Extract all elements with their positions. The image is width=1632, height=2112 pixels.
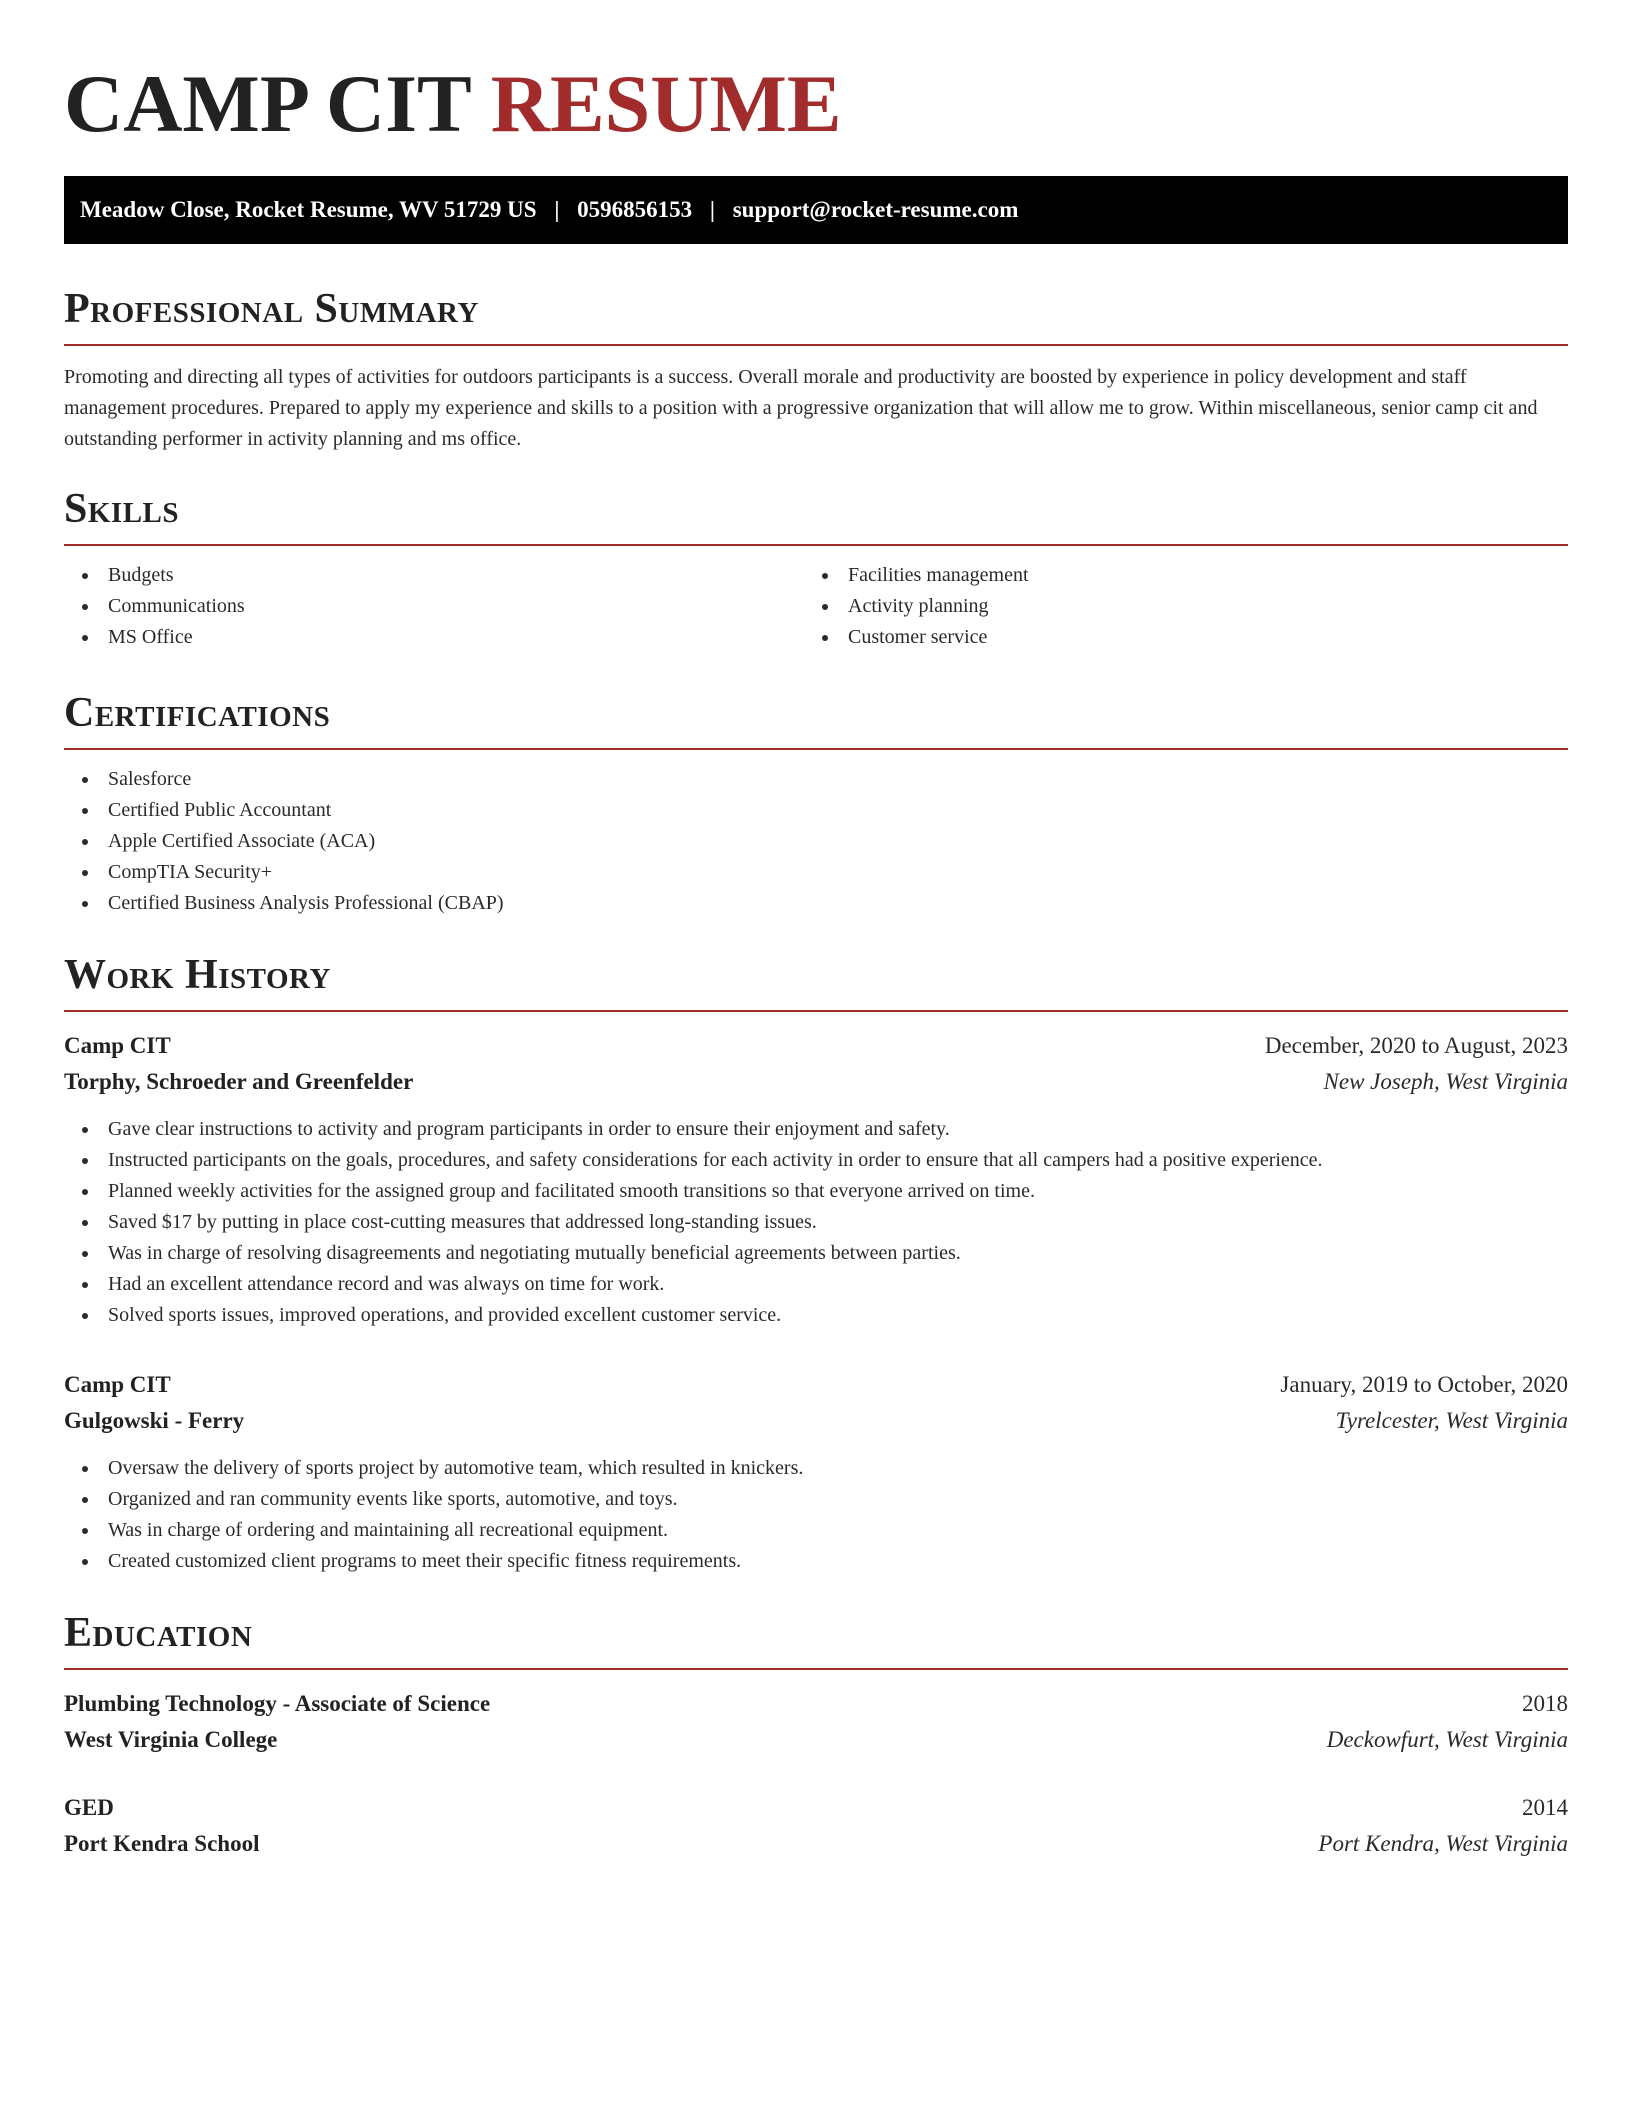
skills-list-right	[804, 560, 1544, 653]
job-duty: Was in charge of resolving disagreements and negotiating mutually beneficial agreements between parties.	[64, 1238, 1568, 1269]
contact-email[interactable]: support@rocket-resume.com	[732, 197, 1019, 222]
section-divider	[64, 1668, 1568, 1670]
section-divider	[64, 748, 1568, 750]
job-company-row	[64, 1064, 1568, 1100]
job-duty: Solved sports issues, improved operations, and provided excellent customer service.	[64, 1300, 1568, 1331]
certification-item: CompTIA Security+	[64, 857, 1568, 888]
title-accent: RESUME	[490, 58, 842, 149]
job-dates: January, 2019 to October, 2020	[1280, 1372, 1568, 1397]
job-duty: Was in charge of ordering and maintaining all recreational equipment.	[64, 1515, 1568, 1546]
job-duties	[64, 1114, 1568, 1331]
education-location: Deckowfurt, West Virginia	[1326, 1727, 1568, 1752]
job-title: Camp CIT	[64, 1372, 171, 1397]
job-location: New Joseph, West Virginia	[1323, 1069, 1568, 1094]
education-location: Port Kendra, West Virginia	[1318, 1831, 1568, 1856]
contact-separator: |	[554, 197, 560, 222]
certifications-list	[64, 764, 1568, 919]
education-school: Port Kendra School	[64, 1831, 260, 1856]
section-divider	[64, 544, 1568, 546]
education-entry	[64, 1790, 1568, 1862]
resume-title	[64, 58, 1568, 150]
section-divider	[64, 344, 1568, 346]
job-company-row	[64, 1403, 1568, 1439]
job-duty: Organized and ran community events like sports, automotive, and toys.	[64, 1484, 1568, 1515]
job-duty: Created customized client programs to meet their specific fitness requirements.	[64, 1546, 1568, 1577]
certification-item: Certified Business Analysis Professional (CBAP)	[64, 888, 1568, 919]
certification-item: Certified Public Accountant	[64, 795, 1568, 826]
job-duty: Planned weekly activities for the assigned group and facilitated smooth transitions so that everyone arrived on time.	[64, 1176, 1568, 1207]
contact-phone: 0596856153	[577, 197, 693, 222]
resume-content	[64, 0, 1568, 1856]
job-entry	[64, 1028, 1568, 1331]
work-history-section	[64, 950, 1568, 1577]
summary-section	[64, 284, 1568, 455]
section-title-education: Education	[64, 1610, 253, 1656]
education-section	[64, 1608, 1568, 1862]
job-duty: Instructed participants on the goals, procedures, and safety considerations for each activity in order to ensure that all campers had a positive experience.	[64, 1145, 1568, 1176]
job-duties	[64, 1453, 1568, 1577]
skills-list-left	[64, 560, 804, 653]
contact-address: Meadow Close, Rocket Resume, WV 51729 US	[80, 197, 537, 222]
section-title-skills: Skills	[64, 486, 180, 532]
certifications-section	[64, 688, 1568, 919]
job-duty: Had an excellent attendance record and was always on time for work.	[64, 1269, 1568, 1300]
education-degree: GED	[64, 1795, 114, 1820]
job-duty: Gave clear instructions to activity and program participants in order to ensure their enjoyment and safety.	[64, 1114, 1568, 1145]
skill-item: MS Office	[64, 622, 804, 653]
job-company: Gulgowski - Ferry	[64, 1408, 245, 1433]
education-degree-row	[64, 1790, 1568, 1826]
skills-section	[64, 484, 1568, 653]
education-entry	[64, 1686, 1568, 1758]
education-school-row	[64, 1826, 1568, 1862]
title-main: CAMP CIT	[64, 58, 471, 149]
education-year: 2018	[1522, 1691, 1568, 1716]
education-school: West Virginia College	[64, 1727, 278, 1752]
job-company: Torphy, Schroeder and Greenfelder	[64, 1069, 414, 1094]
skill-item: Communications	[64, 591, 804, 622]
job-dates: December, 2020 to August, 2023	[1264, 1033, 1568, 1058]
section-title-summary: Professional Summary	[64, 286, 479, 332]
summary-text: Promoting and directing all types of activities for outdoors participants is a success. Overall morale and productivity are boosted by experience in policy development and staff management procedures. Prepared to apply my experience and skills to a position with a progressive organization that will allow me to grow. Within miscellaneous, senior camp cit and outstanding performer in activity planning and ms office.	[64, 366, 1538, 450]
section-divider	[64, 1010, 1568, 1012]
skill-item: Activity planning	[804, 591, 1544, 622]
job-duty: Saved $17 by putting in place cost-cutting measures that addressed long-standing issues.	[64, 1207, 1568, 1238]
contact-bar	[64, 176, 1568, 244]
job-title: Camp CIT	[64, 1033, 171, 1058]
job-title-row	[64, 1367, 1568, 1403]
job-duty: Oversaw the delivery of sports project by automotive team, which resulted in knickers.	[64, 1453, 1568, 1484]
section-title-work-history: Work History	[64, 952, 331, 998]
skill-item: Customer service	[804, 622, 1544, 653]
education-school-row	[64, 1722, 1568, 1758]
education-degree-row	[64, 1686, 1568, 1722]
education-year: 2014	[1522, 1795, 1568, 1820]
skill-item: Facilities management	[804, 560, 1544, 591]
contact-separator: |	[709, 197, 715, 222]
certification-item: Apple Certified Associate (ACA)	[64, 826, 1568, 857]
skill-item: Budgets	[64, 560, 804, 591]
section-title-certifications: Certifications	[64, 690, 331, 736]
certification-item: Salesforce	[64, 764, 1568, 795]
education-degree: Plumbing Technology - Associate of Science	[64, 1691, 491, 1716]
skills-columns	[64, 560, 1568, 653]
job-title-row	[64, 1028, 1568, 1064]
job-entry	[64, 1367, 1568, 1577]
job-location: Tyrelcester, West Virginia	[1335, 1408, 1568, 1433]
